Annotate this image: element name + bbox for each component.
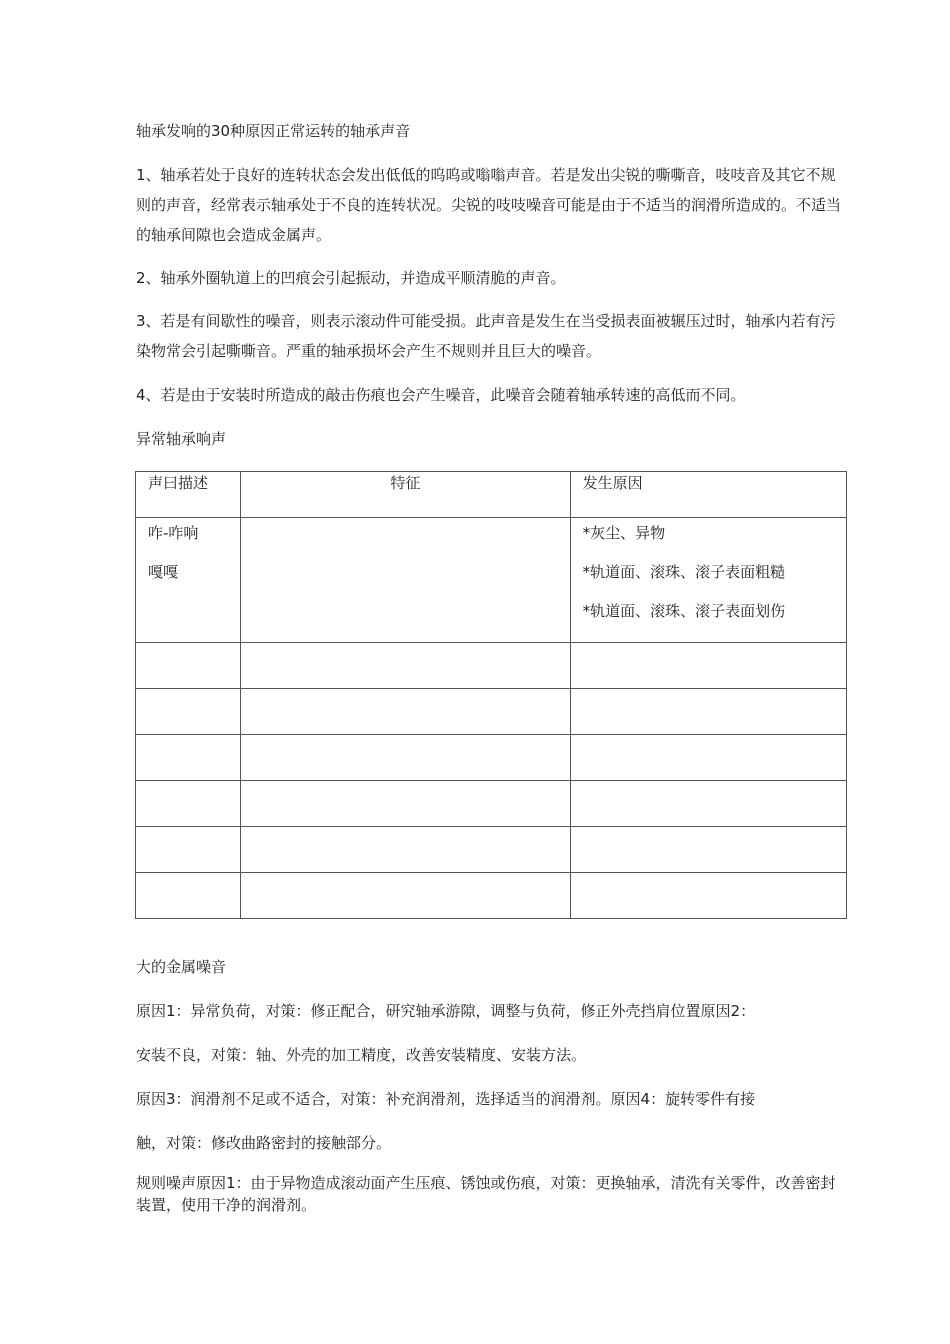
section-heading-abnormal-sounds: 异常轴承响声 xyxy=(136,430,227,448)
regular-noise-paragraph: 规则噪声原因1：由于异物造成滚动面产生压痕、锈蚀或伤痕，对策：更换轴承，清洗有关零件，改善密封装置，使用干净的润滑剂。 xyxy=(136,1174,836,1214)
document-title: 轴承发响的30种原因正常运转的轴承声音 xyxy=(136,122,411,140)
table-cell-empty xyxy=(136,827,241,873)
table-cell-characteristics xyxy=(241,518,570,643)
table-cell-empty xyxy=(241,827,570,873)
table-cell-empty xyxy=(241,873,570,919)
table-cell-empty xyxy=(136,643,241,689)
table-cell-empty xyxy=(136,873,241,919)
table-row xyxy=(136,518,847,643)
cause-item: *灰尘、异物 xyxy=(582,524,666,542)
cause-line-1: 原因1：异常负荷，对策：修正配合，研究轴承游隙，调整与负荷，修正外壳挡肩位置原因2： xyxy=(136,1002,756,1020)
table-cell-sound xyxy=(136,518,241,643)
sound-name-2: 嘎嘎 xyxy=(148,563,179,581)
paragraph-2: 2、轴承外圈轨道上的凹痕会引起振动，并造成平顺清脆的声音。 xyxy=(136,269,566,287)
cause-item: *轨道面、滚珠、滚子表面划伤 xyxy=(582,602,786,620)
cause-line-3: 原因3：润滑剂不足或不适合，对策：补充润滑剂，选择适当的润滑剂。原因4：旋转零件有接 xyxy=(136,1090,756,1108)
table-cell-empty xyxy=(570,735,846,781)
table-cell-empty xyxy=(570,781,846,827)
header-sound-description: 声曰描述 xyxy=(136,472,241,518)
table-cell-empty xyxy=(570,689,846,735)
table-cell-empty xyxy=(136,735,241,781)
table-cell-empty xyxy=(241,643,570,689)
section-heading-metal-noise: 大的金属噪音 xyxy=(136,958,227,976)
table-row-empty xyxy=(136,873,847,919)
table-cell-empty xyxy=(241,735,570,781)
cause-item: *轨道面、滚珠、滚子表面粗糙 xyxy=(582,563,786,581)
table-row-empty xyxy=(136,781,847,827)
header-cause: 发生原因 xyxy=(570,472,846,518)
table-row-empty xyxy=(136,827,847,873)
table-cell-empty xyxy=(241,689,570,735)
noise-table xyxy=(135,471,847,919)
cause-line-4: 触，对策：修改曲路密封的接触部分。 xyxy=(136,1134,392,1152)
table-cell-cause xyxy=(570,518,846,643)
table-cell-empty xyxy=(136,781,241,827)
header-characteristics: 特征 xyxy=(241,472,570,518)
table-cell-empty xyxy=(241,781,570,827)
table-header-row xyxy=(136,472,847,518)
sound-name-1: 咋-咋响 xyxy=(148,524,199,542)
paragraph-1: 1、轴承若处于良好的连转状态会发出低低的呜呜或嗡嗡声音。若是发出尖锐的嘶嘶音，吱吱音及其它不规则的声音，经常表示轴承处于不良的连转状况。尖锐的吱吱噪音可能是由于不适当的润滑所造成的。不适当的轴承间隙也会造成金属声。 xyxy=(136,166,842,244)
paragraph-4: 4、若是由于安装时所造成的敲击伤痕也会产生噪音，此噪音会随着轴承转速的高低而不同。 xyxy=(136,386,746,404)
table-row-empty xyxy=(136,689,847,735)
table-cell-empty xyxy=(570,643,846,689)
table-row-empty xyxy=(136,643,847,689)
table-cell-empty xyxy=(570,827,846,873)
table-cell-empty xyxy=(570,873,846,919)
table-row-empty xyxy=(136,735,847,781)
paragraph-3: 3、若是有间歇性的噪音，则表示滚动件可能受损。此声音是发生在当受损表面被辗压过时，轴承内若有污染物常会引起嘶嘶音。严重的轴承损坏会产生不规则并且巨大的噪音。 xyxy=(136,312,836,360)
table-cell-empty xyxy=(136,689,241,735)
cause-line-2: 安装不良，对策：轴、外壳的加工精度，改善安装精度、安装方法。 xyxy=(136,1046,587,1064)
